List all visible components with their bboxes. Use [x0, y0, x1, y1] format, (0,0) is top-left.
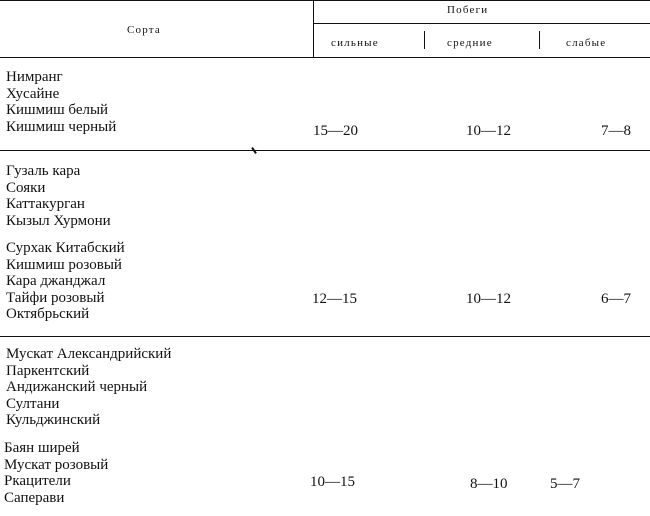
header-pobegi: Побеги	[447, 4, 489, 16]
value-strong: 15—20	[313, 123, 358, 139]
header-bottom-rule	[0, 57, 650, 58]
variety-name: Баян ширей	[4, 440, 80, 456]
variety-list	[6, 163, 111, 229]
variety-name: Кишмиш белый	[6, 102, 109, 119]
group-separator-1	[0, 150, 650, 151]
header-sub-rule	[313, 23, 650, 24]
variety-name: Мускат Александрийский	[6, 346, 172, 362]
variety-name: Мускат розовый	[4, 456, 109, 473]
variety-name: Сояки	[6, 179, 46, 196]
variety-name: Кульджинский	[6, 412, 101, 429]
header-sorta: Сорта	[127, 24, 162, 36]
variety-list	[6, 346, 171, 429]
variety-name: Кызыл Хурмони	[6, 212, 111, 229]
header-col-medium: средние	[447, 37, 493, 49]
value-weak: 5—7	[550, 476, 580, 492]
variety-name: Ркацители	[4, 473, 71, 490]
value-medium: 8—10	[470, 476, 508, 492]
variety-name: Гузаль кара	[6, 163, 81, 179]
value-medium: 10—12	[466, 123, 511, 139]
variety-name: Султани	[6, 395, 60, 412]
variety-name: Октябрьский	[6, 306, 90, 323]
variety-name: Андижанский черный	[6, 379, 148, 396]
header-top-rule	[0, 0, 650, 1]
variety-name: Кишмиш черный	[6, 118, 117, 135]
header-col-divider-2	[539, 31, 540, 49]
value-weak: 7—8	[601, 123, 631, 139]
variety-name: Хусайне	[6, 85, 60, 102]
header-vertical-rule	[313, 0, 314, 57]
header-col-divider-1	[424, 31, 425, 49]
value-medium: 10—12	[466, 291, 511, 307]
variety-name: Паркентский	[6, 362, 90, 379]
variety-name: Каттакурган	[6, 196, 85, 213]
variety-list	[4, 440, 108, 506]
header-col-weak: слабые	[566, 37, 607, 49]
variety-name: Сурхак Китабский	[6, 240, 125, 256]
variety-list	[6, 69, 116, 135]
group-separator-2	[0, 336, 650, 337]
variety-name: Кишмиш розовый	[6, 256, 122, 273]
value-strong: 12—15	[312, 291, 357, 307]
variety-name: Тайфи розовый	[6, 289, 105, 306]
variety-name: Нимранг	[6, 69, 63, 85]
header-col-strong: сильные	[331, 37, 379, 49]
variety-name: Саперави	[4, 489, 65, 506]
value-weak: 6—7	[601, 291, 631, 307]
value-strong: 10—15	[310, 474, 355, 490]
variety-list	[6, 240, 125, 323]
variety-name: Кара джанджал	[6, 273, 106, 290]
